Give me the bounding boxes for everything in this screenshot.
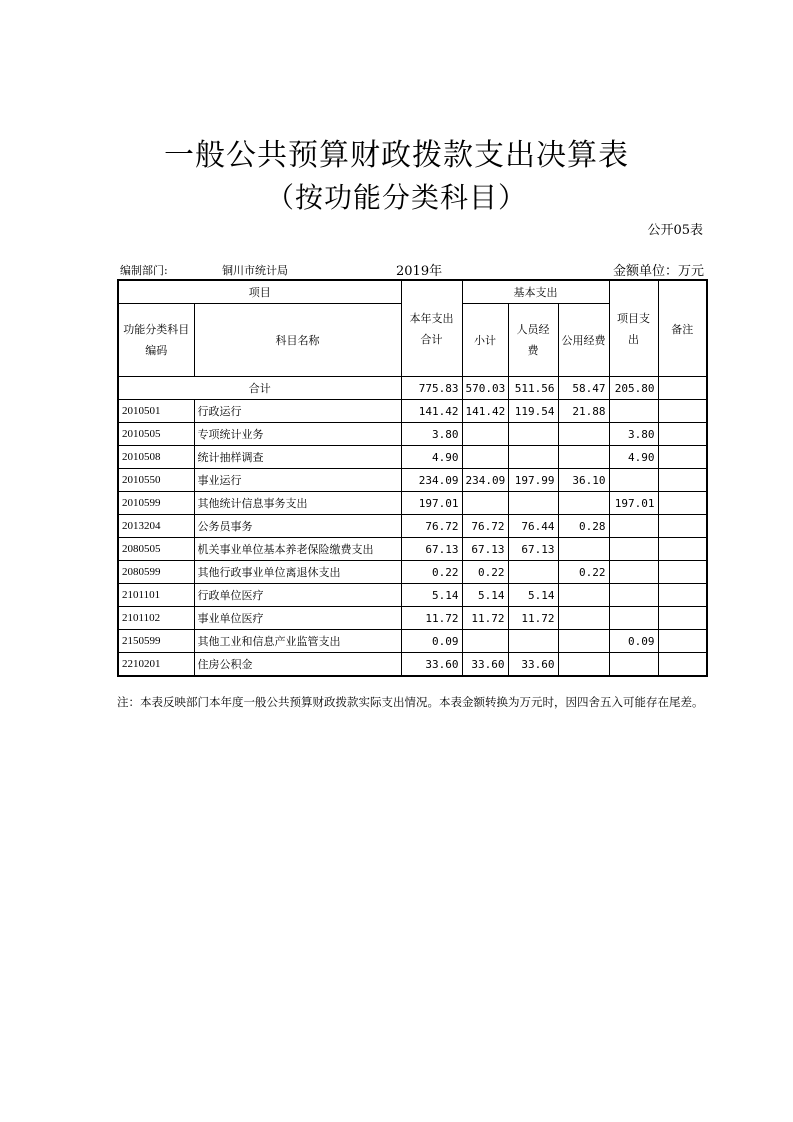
row-total: 0.09: [401, 630, 462, 653]
row-project: 3.80: [609, 423, 658, 446]
table-row: [118, 607, 707, 630]
row-project: [609, 653, 658, 677]
row-total: 33.60: [401, 653, 462, 677]
row-personnel: 5.14: [508, 584, 558, 607]
row-public: [558, 653, 609, 677]
footnote: 注：本表反映部门本年度一般公共预算财政拨款实际支出情况。本表金额转换为万元时，因四舍五入可能存在尾差。: [117, 695, 704, 709]
row-total: 197.01: [401, 492, 462, 515]
row-public: [558, 492, 609, 515]
header-subtotal: 小计: [462, 304, 508, 377]
row-remark: [658, 400, 707, 423]
row-personnel: 11.72: [508, 607, 558, 630]
row-code: 2210201: [118, 653, 194, 677]
row-name: 其他行政事业单位离退休支出: [194, 561, 401, 584]
row-remark: [658, 561, 707, 584]
row-name: 其他工业和信息产业监管支出: [194, 630, 401, 653]
row-code: 2010505: [118, 423, 194, 446]
row-subtotal: [462, 492, 508, 515]
row-code: 2010550: [118, 469, 194, 492]
row-code: 2013204: [118, 515, 194, 538]
row-remark: [658, 653, 707, 677]
header-public: 公用经费: [558, 304, 609, 377]
row-name: 事业单位医疗: [194, 607, 401, 630]
row-project: 197.01: [609, 492, 658, 515]
table-row: [118, 538, 707, 561]
row-code: 2150599: [118, 630, 194, 653]
total-project: 205.80: [609, 377, 658, 400]
row-name: 统计抽样调查: [194, 446, 401, 469]
row-subtotal: 67.13: [462, 538, 508, 561]
row-code: 2010501: [118, 400, 194, 423]
row-subtotal: 5.14: [462, 584, 508, 607]
row-subtotal: 0.22: [462, 561, 508, 584]
row-public: [558, 607, 609, 630]
row-remark: [658, 515, 707, 538]
table-row: [118, 653, 707, 677]
department-label: 编制部门:: [120, 264, 168, 277]
row-name: 公务员事务: [194, 515, 401, 538]
header-project-expense: 项目支出: [609, 280, 658, 377]
total-personnel: 511.56: [508, 377, 558, 400]
row-subtotal: [462, 630, 508, 653]
row-personnel: [508, 423, 558, 446]
row-subtotal: 76.72: [462, 515, 508, 538]
row-remark: [658, 630, 707, 653]
row-public: 36.10: [558, 469, 609, 492]
row-name: 行政单位医疗: [194, 584, 401, 607]
row-project: [609, 400, 658, 423]
row-code: 2010599: [118, 492, 194, 515]
amount-unit: 金额单位：万元: [612, 264, 704, 279]
row-remark: [658, 446, 707, 469]
row-subtotal: [462, 423, 508, 446]
row-personnel: 119.54: [508, 400, 558, 423]
row-total: 3.80: [401, 423, 462, 446]
row-personnel: [508, 630, 558, 653]
row-public: 21.88: [558, 400, 609, 423]
row-total: 76.72: [401, 515, 462, 538]
row-subtotal: [462, 446, 508, 469]
row-code: 2101102: [118, 607, 194, 630]
row-remark: [658, 607, 707, 630]
row-personnel: [508, 446, 558, 469]
department-name: 铜川市统计局: [222, 264, 288, 277]
row-name: 行政运行: [194, 400, 401, 423]
total-subtotal: 570.03: [462, 377, 508, 400]
total-label: 合计: [118, 377, 401, 400]
row-subtotal: 11.72: [462, 607, 508, 630]
table-row: [118, 423, 707, 446]
row-total: 4.90: [401, 446, 462, 469]
row-personnel: [508, 492, 558, 515]
row-remark: [658, 538, 707, 561]
header-remark: 备注: [658, 280, 707, 377]
row-remark: [658, 492, 707, 515]
header-personnel: 人员经费: [508, 304, 558, 377]
row-code: 2010508: [118, 446, 194, 469]
table-row: [118, 400, 707, 423]
total-public: 58.47: [558, 377, 609, 400]
row-total: 11.72: [401, 607, 462, 630]
table-row: [118, 469, 707, 492]
page-title: 一般公共预算财政拨款支出决算表: [164, 138, 629, 173]
row-name: 其他统计信息事务支出: [194, 492, 401, 515]
row-remark: [658, 423, 707, 446]
row-total: 0.22: [401, 561, 462, 584]
header-code: 功能分类科目编码: [118, 304, 194, 377]
row-code: 2080505: [118, 538, 194, 561]
header-name: 科目名称: [194, 304, 401, 377]
form-number: 公开05表: [647, 223, 703, 238]
page-subtitle: （按功能分类科目）: [265, 181, 527, 214]
row-public: 0.22: [558, 561, 609, 584]
table-row: [118, 492, 707, 515]
report-year: 2019年: [396, 264, 443, 279]
row-project: [609, 515, 658, 538]
row-project: [609, 538, 658, 561]
row-personnel: 67.13: [508, 538, 558, 561]
row-personnel: [508, 561, 558, 584]
expenditure-table: [117, 279, 708, 677]
row-personnel: 33.60: [508, 653, 558, 677]
row-project: [609, 607, 658, 630]
row-public: [558, 446, 609, 469]
row-subtotal: 234.09: [462, 469, 508, 492]
table-row: [118, 630, 707, 653]
row-project: 0.09: [609, 630, 658, 653]
table-row: [118, 584, 707, 607]
row-name: 住房公积金: [194, 653, 401, 677]
row-remark: [658, 469, 707, 492]
row-subtotal: 141.42: [462, 400, 508, 423]
row-public: [558, 538, 609, 561]
row-personnel: 76.44: [508, 515, 558, 538]
table-row: [118, 515, 707, 538]
header-project: 项目: [118, 280, 401, 304]
row-total: 234.09: [401, 469, 462, 492]
row-project: [609, 584, 658, 607]
row-personnel: 197.99: [508, 469, 558, 492]
row-total: 67.13: [401, 538, 462, 561]
total-row: [118, 377, 707, 400]
row-code: 2101101: [118, 584, 194, 607]
row-project: [609, 561, 658, 584]
row-total: 141.42: [401, 400, 462, 423]
header-basic: 基本支出: [462, 280, 609, 304]
row-name: 事业运行: [194, 469, 401, 492]
row-project: [609, 469, 658, 492]
table-row: [118, 561, 707, 584]
total-amount: 775.83: [401, 377, 462, 400]
row-public: [558, 630, 609, 653]
row-name: 专项统计业务: [194, 423, 401, 446]
row-total: 5.14: [401, 584, 462, 607]
total-remark: [658, 377, 707, 400]
row-public: [558, 584, 609, 607]
row-remark: [658, 584, 707, 607]
row-subtotal: 33.60: [462, 653, 508, 677]
header-total: 本年支出合计: [401, 280, 462, 377]
row-name: 机关事业单位基本养老保险缴费支出: [194, 538, 401, 561]
row-code: 2080599: [118, 561, 194, 584]
row-public: [558, 423, 609, 446]
row-public: 0.28: [558, 515, 609, 538]
row-project: 4.90: [609, 446, 658, 469]
table-row: [118, 446, 707, 469]
